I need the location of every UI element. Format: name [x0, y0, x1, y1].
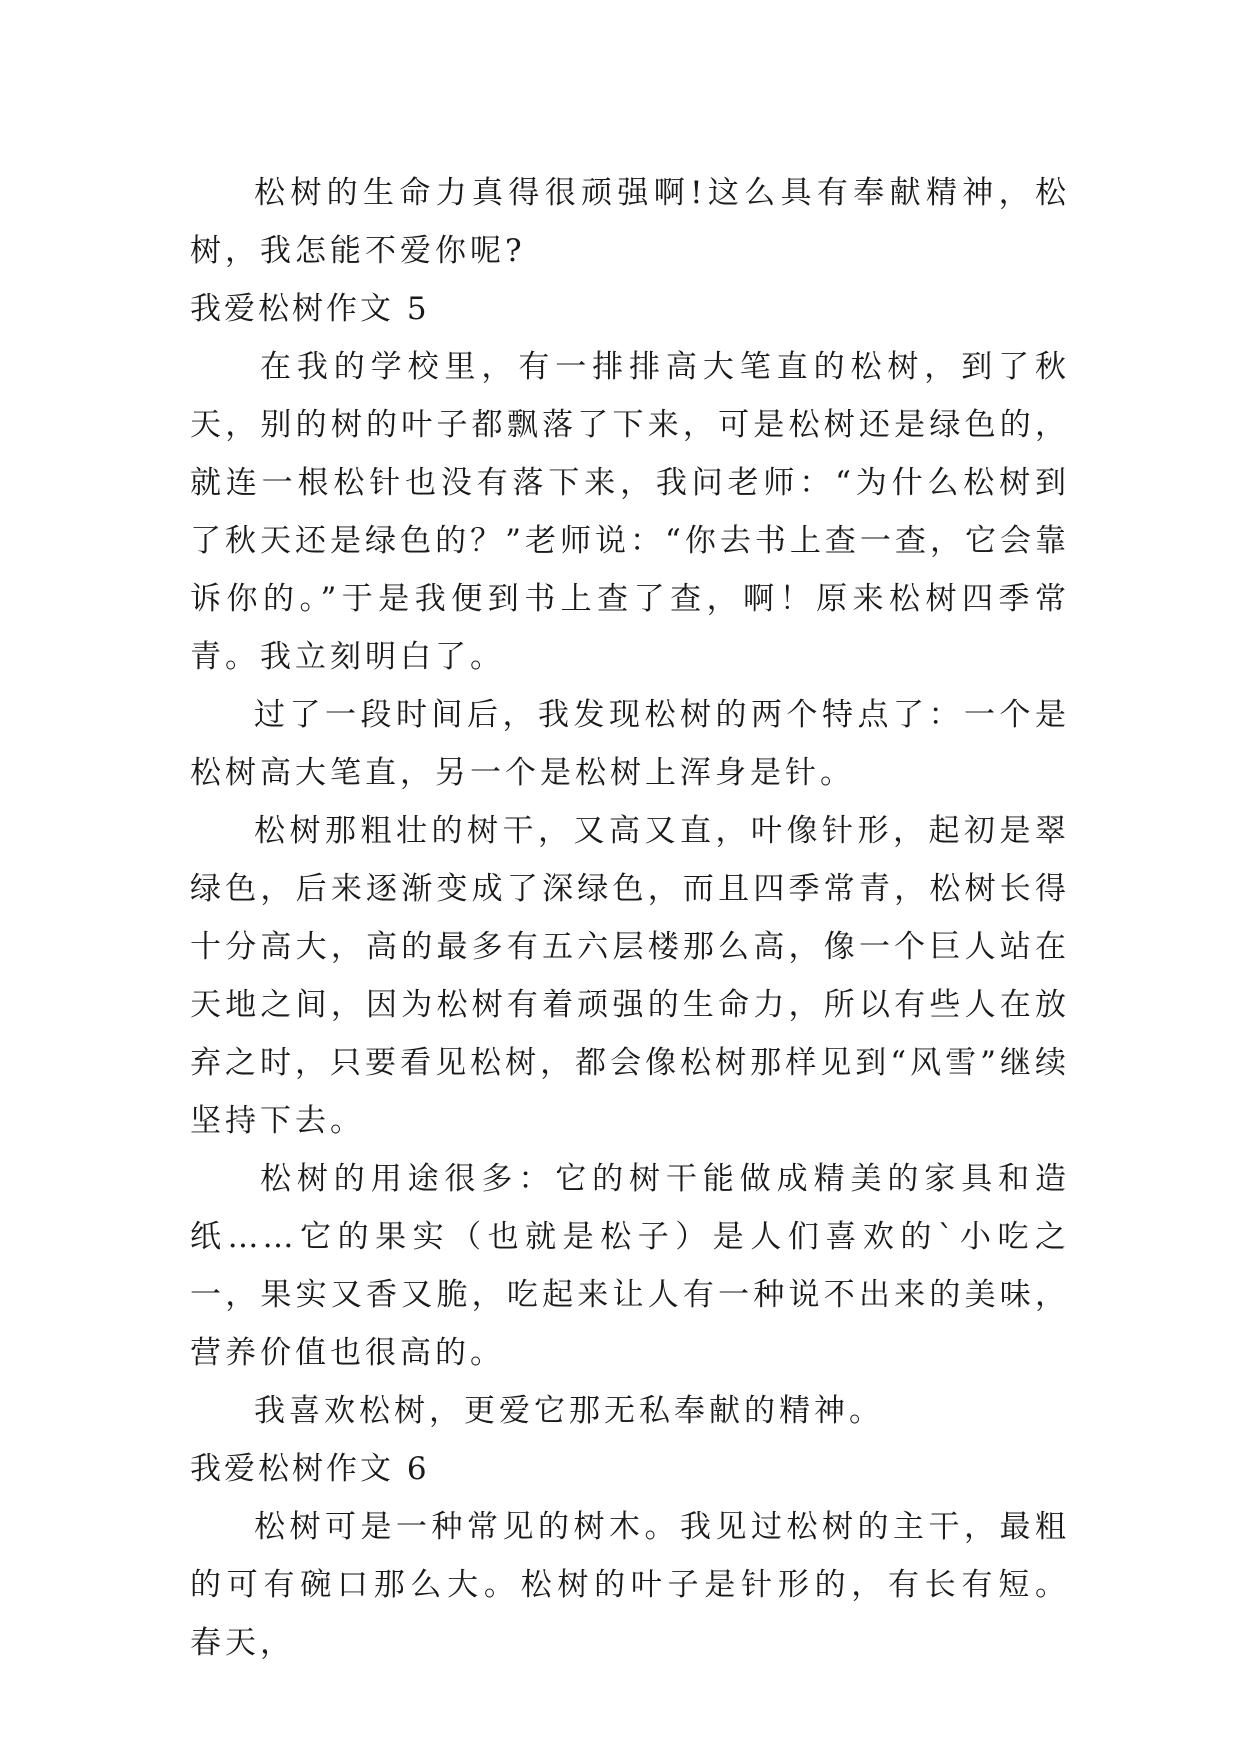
- paragraph: 松树可是一种常见的树木。我见过松树的主干，最粗的可有碗口那么大。松树的叶子是针形的，有长有短。 春天，: [190, 1509, 1070, 1661]
- paragraph: 我喜欢松树，更爱它那无私奉献的精神。: [254, 1393, 884, 1429]
- section-heading: 我爱松树作文 5: [190, 291, 430, 327]
- document-body: [190, 164, 1070, 1672]
- paragraph: 在我的学校里，有一排排高大笔直的松树，到了秋天，别的树的叶子都飘落了下来，可是松树还是绿色的，就连一根松针也没有落下来，我问老师：“为什么松树到了秋天还是绿色的？”老师说：“你去书上查一查，它会靠诉你的。”于是我便到书上查了查，啊！原来松树四季常青。我立刻明白了。: [190, 349, 1070, 675]
- paragraph: 松树的用途很多：它的树干能做成精美的家具和造纸……它的果实（也就是松子）是人们喜欢的`小吃之一，果实又香又脆，吃起来让人有一种说不出来的美味，营养价值也很高的。: [190, 1161, 1070, 1371]
- section-heading: 我爱松树作文 6: [190, 1451, 430, 1487]
- paragraph: 松树那粗壮的树干，又高又直，叶像针形，起初是翠绿色，后来逐渐变成了深绿色，而且四季常青，松树长得十分高大，高的最多有五六层楼那么高，像一个巨人站在天地之间，因为松树有着顽强的生命力，所以有些人在放弃之时，只要看见松树，都会像松树那样见到“风雪”继续坚持下去。: [190, 813, 1070, 1139]
- paragraph: 松树的生命力真得很顽强啊!这么具有奉献精神，松树，我怎能不爱你呢?: [190, 175, 1070, 269]
- paragraph: 过了一段时间后，我发现松树的两个特点了：一个是松树高大笔直，另一个是松树上浑身是针。: [190, 697, 1070, 791]
